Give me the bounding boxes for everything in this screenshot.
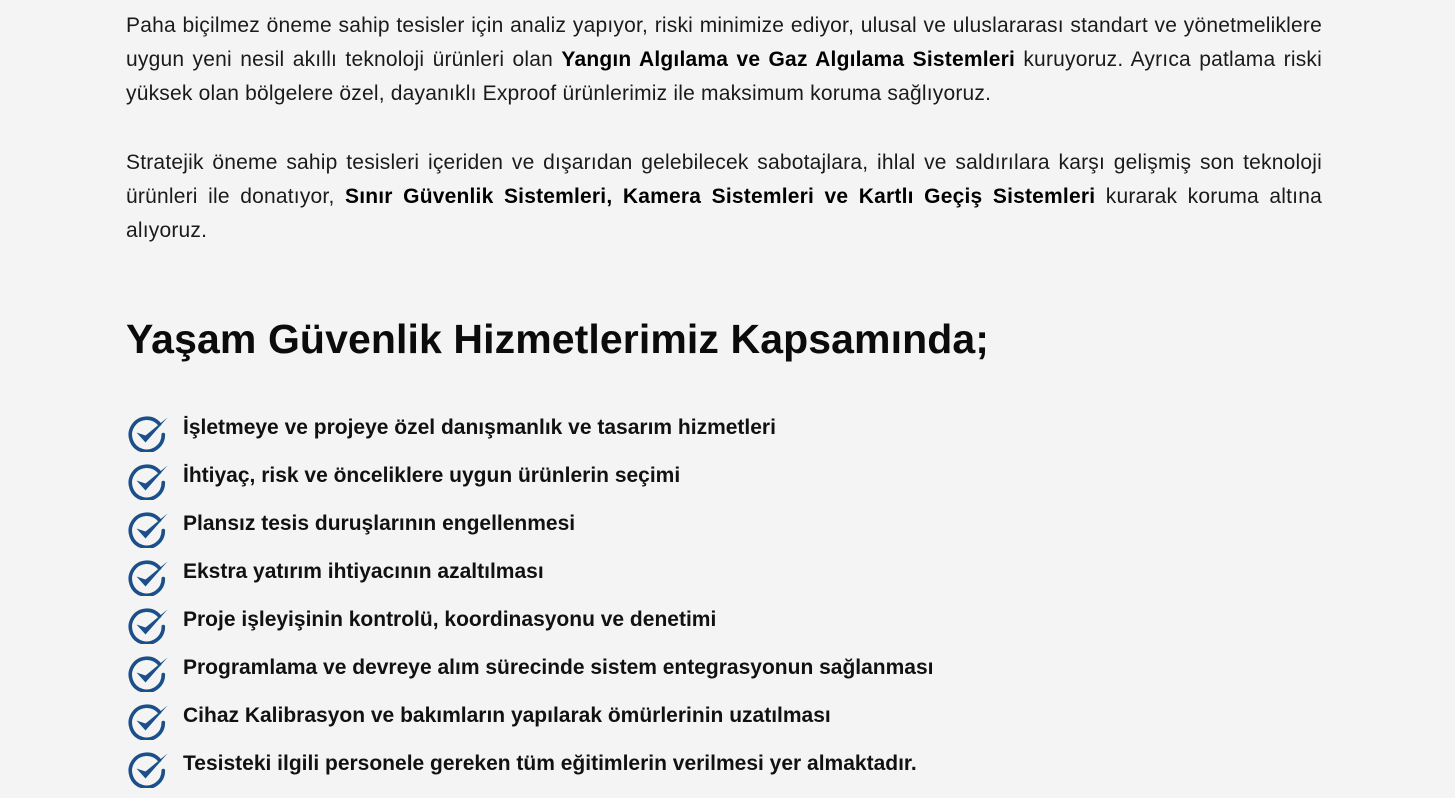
feature-text: Cihaz Kalibrasyon ve bakımların yapılarak ömürlerinin uzatılması <box>183 704 831 727</box>
section-heading: Yaşam Güvenlik Hizmetlerimiz Kapsamında; <box>126 316 990 362</box>
check-circle-icon <box>126 556 170 596</box>
intro-paragraph-security <box>126 146 1322 248</box>
feature-text: Ekstra yatırım ihtiyacının azaltılması <box>183 560 544 583</box>
paragraph-bold-text: Sınır Güvenlik Sistemleri, Kamera Sistemleri ve Kartlı Geçiş Sistemleri <box>344 185 1096 208</box>
check-circle-icon <box>126 412 170 452</box>
feature-text: Proje işleyişinin kontrolü, koordinasyonu ve denetimi <box>183 608 717 631</box>
check-circle-icon <box>126 604 170 644</box>
feature-text: İhtiyaç, risk ve önceliklere uygun ürünlerin seçimi <box>183 464 681 487</box>
check-circle-icon <box>126 700 170 740</box>
feature-text: Tesisteki ilgili personele gereken tüm eğitimlerin verilmesi yer almaktadır. <box>183 752 917 775</box>
check-circle-icon <box>126 652 170 692</box>
paragraph-text: Paha biçilmez öneme sahip tesisler için analiz yapıyor, riski minimize ediyor, ulusal ve uluslararası standart ve yönetmeliklere uygun yeni nesil akıllı teknoloji ürünleri olan <box>126 14 1322 71</box>
paragraph-text: kuruyoruz. Ayrıca patlama riski yüksek olan bölgelere özel, dayanıklı Exproof ürünlerimiz ile maksimum koruma sağlıyoruz. <box>126 48 1322 105</box>
check-circle-icon <box>126 508 170 548</box>
feature-text: İşletmeye ve projeye özel danışmanlık ve tasarım hizmetleri <box>183 416 776 439</box>
paragraph-bold-text: Yangın Algılama ve Gaz Algılama Sistemleri <box>561 48 1016 71</box>
feature-text: Plansız tesis duruşlarının engellenmesi <box>183 512 576 535</box>
paragraph-text: Stratejik öneme sahip tesisleri içeriden ve dışarıdan gelebilecek sabotajlara, ihlal ve saldırılara karşı gelişmiş son teknoloji ürünleri ile donatıyor, <box>126 151 1322 208</box>
feature-text: Programlama ve devreye alım sürecinde sistem entegrasyonun sağlanması <box>183 656 934 679</box>
check-circle-icon <box>126 460 170 500</box>
check-circle-icon <box>126 748 170 788</box>
paragraph-text: kurarak koruma altına alıyoruz. <box>126 185 1322 242</box>
intro-paragraph-fire-gas <box>126 9 1322 111</box>
